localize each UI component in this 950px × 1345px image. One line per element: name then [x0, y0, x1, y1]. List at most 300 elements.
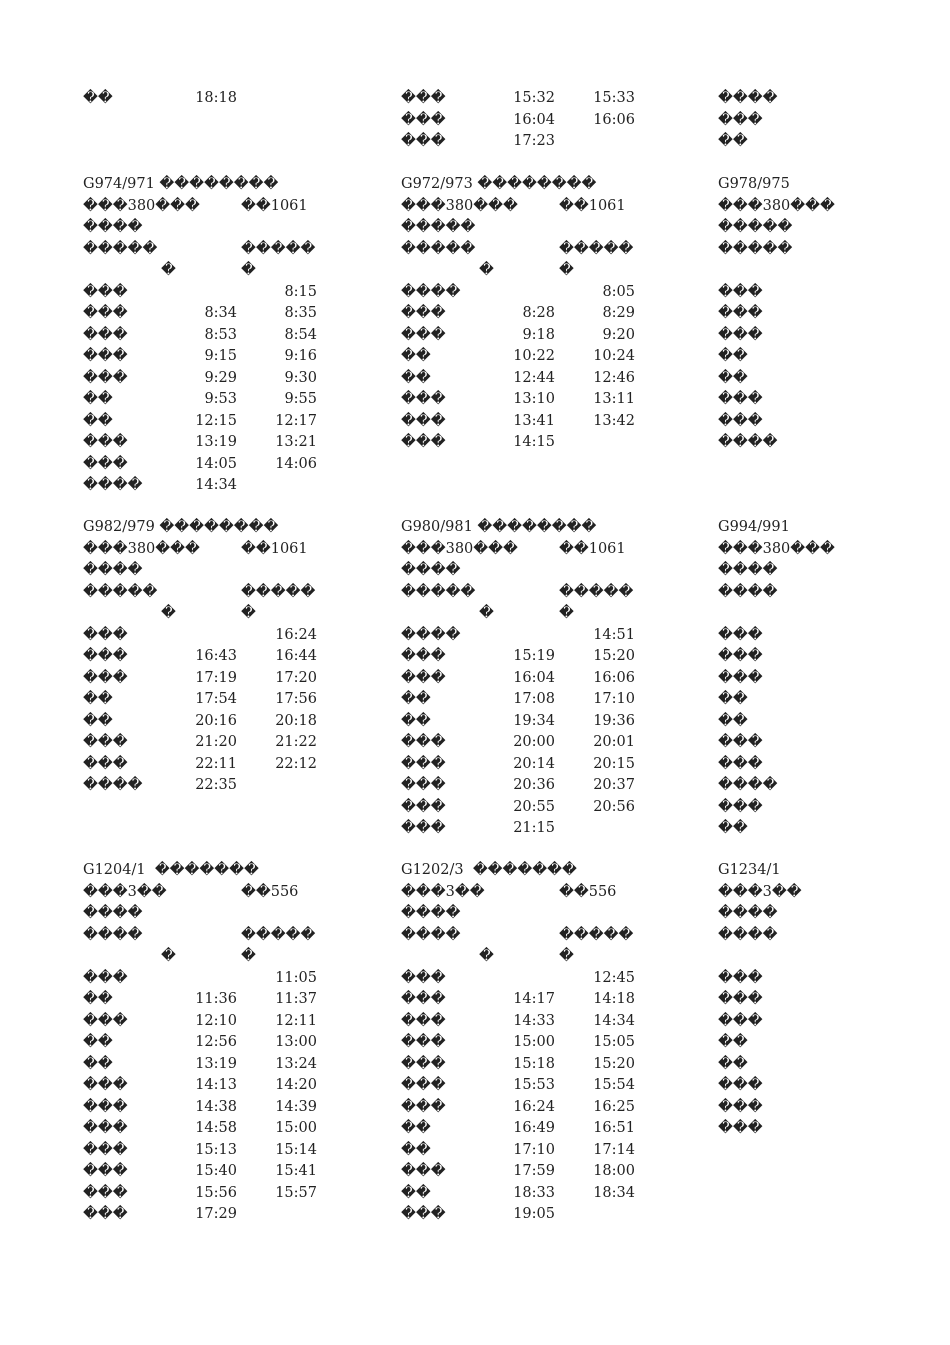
arrival-time: 14:38: [195, 1098, 237, 1115]
stop-row: [718, 797, 948, 819]
station-name: ��: [401, 712, 431, 729]
station-name: ��: [718, 369, 748, 386]
arrival-time: 19:34: [513, 712, 555, 729]
train-title: G980/981 ��������: [401, 519, 597, 535]
station-name: ���: [401, 820, 446, 836]
station-name: ���: [401, 434, 446, 450]
stop-row: [401, 668, 635, 690]
departure-time: 14:51: [593, 626, 635, 643]
stop-row: [83, 411, 317, 433]
train-note: ����: [83, 562, 143, 578]
stop-row: [83, 454, 317, 476]
stop-row: [401, 989, 635, 1011]
column-header-time: �����: [559, 583, 634, 600]
train-model: ���380���: [718, 540, 835, 557]
departure-time: 17:20: [275, 669, 317, 686]
station-name: ���: [401, 1055, 446, 1072]
arrival-time: 15:13: [195, 1141, 237, 1158]
departure-time: 20:01: [593, 734, 635, 750]
departure-time: 12:11: [275, 1012, 317, 1029]
stop-row: [718, 1032, 948, 1054]
train-note: ����: [83, 219, 143, 235]
stop-row: [718, 1075, 948, 1097]
arrival-time: 18:33: [513, 1184, 555, 1201]
departure-time: 21:22: [275, 734, 317, 750]
column-header-station: �����: [83, 240, 158, 257]
arrival-time: 20:14: [513, 755, 555, 772]
arrival-time: 12:10: [195, 1012, 237, 1029]
station-name: ���: [718, 1012, 763, 1029]
departure-time: 9:20: [602, 326, 635, 343]
column-header-line: [401, 239, 634, 261]
station-name: ���: [83, 369, 128, 386]
station-name: ���: [401, 412, 446, 429]
stop-row: [401, 88, 635, 110]
train-capacity: ��1061: [559, 540, 626, 557]
station-name: ���: [401, 1077, 446, 1093]
stop-row: [401, 646, 635, 668]
train-capacity: ��556: [241, 883, 299, 900]
departure-time: 16:25: [593, 1098, 635, 1115]
column-header-line: [83, 239, 316, 261]
departure-time: 12:46: [593, 369, 635, 386]
station-name: ��: [401, 1184, 431, 1201]
stop-row: [83, 368, 317, 390]
stop-row: [401, 282, 635, 304]
stop-row: [718, 775, 948, 797]
station-name: ���: [83, 283, 128, 300]
station-name: ��: [718, 133, 748, 149]
arrival-time: 10:22: [513, 348, 555, 364]
station-name: ���: [401, 305, 446, 321]
arrival-time: 15:00: [513, 1034, 555, 1050]
arrival-time: 14:33: [513, 1012, 555, 1029]
stop-row: [83, 625, 317, 647]
station-name: ���: [83, 348, 128, 364]
departure-time: 15:41: [275, 1163, 317, 1179]
station-name: ��: [401, 1141, 431, 1158]
stop-row: [83, 1118, 317, 1140]
station-name: ���: [718, 1077, 763, 1093]
station-name: ���: [401, 648, 446, 664]
arrival-time: 14:15: [513, 434, 555, 450]
departure-time: 15:14: [275, 1141, 317, 1158]
stop-row: [83, 689, 317, 711]
stop-row: [83, 1075, 317, 1097]
station-name: ���: [83, 648, 128, 664]
station-name: ���: [401, 391, 446, 407]
column-header-station: ����: [718, 583, 778, 600]
station-name: ���: [718, 305, 763, 321]
stop-row: [718, 325, 948, 347]
arrival-time: 15:18: [513, 1055, 555, 1072]
station-name: ���: [401, 90, 446, 106]
train-model: ���3��: [718, 883, 802, 900]
arrival-time: 15:32: [513, 90, 555, 106]
stop-row: [83, 1054, 317, 1076]
column-header-station: �����: [718, 240, 793, 257]
column-header-line: [83, 582, 316, 604]
stop-row: [401, 1161, 635, 1183]
stop-row: [718, 754, 948, 776]
departure-time: 15:57: [275, 1184, 317, 1201]
station-name: ���: [83, 1206, 128, 1222]
stop-row: [83, 432, 317, 454]
column-header-marks: [718, 260, 948, 282]
train-note: ����: [718, 562, 778, 578]
header-mark: �: [241, 948, 256, 964]
stop-row: [401, 711, 635, 733]
stop-row: [83, 968, 317, 990]
station-name: ��: [718, 712, 748, 729]
departure-time: 20:15: [593, 755, 635, 772]
train-capacity: ��556: [559, 883, 617, 900]
departure-time: 20:56: [593, 798, 635, 815]
station-name: ���: [83, 755, 128, 772]
stop-row: [83, 668, 317, 690]
arrival-time: 13:19: [195, 1055, 237, 1072]
departure-time: 8:15: [284, 283, 317, 300]
departure-time: 14:06: [275, 455, 317, 472]
stop-row: [401, 131, 631, 153]
arrival-time: 17:54: [195, 691, 237, 707]
station-name: ����: [83, 777, 143, 793]
arrival-time: 9:53: [204, 391, 237, 407]
stop-row: [401, 754, 635, 776]
station-name: ���: [83, 1120, 128, 1136]
train-model-line: [401, 196, 631, 218]
station-name: ����: [718, 777, 778, 793]
departure-time: 22:12: [275, 755, 317, 772]
departure-time: 17:14: [593, 1141, 635, 1158]
column-header-station: ����: [83, 926, 143, 943]
station-name: ���: [83, 1098, 128, 1115]
header-mark: �: [559, 605, 574, 621]
station-name: ��: [83, 1055, 113, 1072]
stop-row: [401, 968, 635, 990]
arrival-time: 20:55: [513, 798, 555, 815]
arrival-time: 15:56: [195, 1184, 237, 1201]
departure-time: 11:37: [275, 991, 317, 1007]
station-name: ���: [718, 283, 763, 300]
arrival-time: 20:36: [513, 777, 555, 793]
station-name: ��: [401, 1120, 431, 1136]
train-capacity: ��1061: [241, 540, 308, 557]
header-mark: �: [479, 605, 494, 621]
column-header-line: [401, 925, 634, 947]
train-model: ���3��: [83, 883, 167, 900]
station-name: ��: [83, 991, 113, 1007]
arrival-time: 13:10: [513, 391, 555, 407]
arrival-time: 12:15: [195, 412, 237, 429]
column-header-time: �����: [241, 583, 316, 600]
train-model: ���3��: [401, 883, 485, 900]
departure-time: 9:16: [284, 348, 317, 364]
station-name: ����: [718, 434, 778, 450]
station-name: ���: [718, 626, 763, 643]
column-header-marks: [83, 603, 313, 625]
column-header-marks: [401, 603, 631, 625]
arrival-time: 14:17: [513, 991, 555, 1007]
station-name: ���: [401, 133, 446, 149]
station-name: ���: [718, 326, 763, 343]
stop-row: [718, 303, 948, 325]
train-capacity: ��1061: [241, 197, 308, 214]
column-header-line: [401, 582, 634, 604]
arrival-time: 17:08: [513, 691, 555, 707]
stop-row: [718, 1011, 948, 1033]
stop-row: [718, 668, 948, 690]
train-model-line: [718, 882, 948, 904]
stop-row: [401, 818, 631, 840]
arrival-time: 17:29: [195, 1206, 237, 1222]
station-name: ��: [718, 1034, 748, 1050]
stop-row: [718, 732, 948, 754]
stop-row: [718, 411, 948, 433]
station-name: ��: [718, 1055, 748, 1072]
train-model-line: [718, 196, 948, 218]
station-name: ��: [401, 369, 431, 386]
train-note: �����: [401, 219, 476, 235]
arrival-time: 8:28: [522, 305, 555, 321]
departure-time: 15:00: [275, 1120, 317, 1136]
stop-row: [83, 325, 317, 347]
departure-time: 18:00: [593, 1163, 635, 1179]
column-header-station: �����: [401, 583, 476, 600]
station-name: ����: [401, 283, 461, 300]
train-model: ���380���: [718, 197, 835, 214]
arrival-time: 17:59: [513, 1163, 555, 1179]
stop-row: [718, 989, 948, 1011]
train-title: G978/975: [718, 176, 790, 192]
stop-row: [83, 646, 317, 668]
station-name: ���: [83, 734, 128, 750]
departure-time: 20:37: [593, 777, 635, 793]
station-name: ��: [718, 691, 748, 707]
train-title: G974/971 ��������: [83, 176, 279, 192]
train-capacity: ��1061: [559, 197, 626, 214]
station-name: ��: [401, 348, 431, 364]
station-name: ���: [718, 755, 763, 772]
arrival-time: 16:24: [513, 1098, 555, 1115]
departure-time: 18:34: [593, 1184, 635, 1201]
departure-time: 13:00: [275, 1034, 317, 1050]
stop-row: [401, 1097, 635, 1119]
station-name: ���: [401, 1012, 446, 1029]
station-name: ����: [401, 626, 461, 643]
train-note: ����: [718, 905, 778, 921]
arrival-time: 16:43: [195, 648, 237, 664]
header-mark: �: [161, 948, 176, 964]
station-name: ��: [83, 1034, 113, 1050]
train-model-line: [83, 882, 313, 904]
station-name: ���: [718, 1098, 763, 1115]
departure-time: 15:33: [593, 90, 635, 106]
stop-row: [401, 1032, 635, 1054]
station-name: ��: [83, 90, 113, 106]
stop-row: [401, 346, 635, 368]
arrival-time: 18:18: [195, 90, 237, 106]
arrival-time: 15:19: [513, 648, 555, 664]
stop-row: [718, 689, 948, 711]
stop-row: [83, 1032, 317, 1054]
column-header-time: �����: [559, 926, 634, 943]
column-header-marks: [401, 260, 631, 282]
departure-time: 14:20: [275, 1077, 317, 1093]
stop-row: [401, 1075, 635, 1097]
arrival-time: 9:18: [522, 326, 555, 343]
stop-row: [718, 818, 948, 840]
arrival-time: 19:05: [513, 1206, 555, 1222]
station-name: ���: [401, 1098, 446, 1115]
column-header-line: [718, 239, 948, 261]
arrival-time: 21:20: [195, 734, 237, 750]
station-name: ���: [83, 969, 128, 986]
station-name: ���: [401, 1163, 446, 1179]
station-name: ���: [401, 969, 446, 986]
column-header-line: [718, 582, 948, 604]
arrival-time: 16:49: [513, 1120, 555, 1136]
departure-time: 19:36: [593, 712, 635, 729]
stop-row: [718, 968, 948, 990]
station-name: ���: [83, 1163, 128, 1179]
column-header-marks: [718, 946, 948, 968]
arrival-time: 8:53: [204, 326, 237, 343]
column-header-time: �����: [559, 240, 634, 257]
station-name: ���: [83, 305, 128, 321]
column-header-station: ����: [401, 926, 461, 943]
station-name: ���: [718, 734, 763, 750]
stop-row: [718, 88, 948, 110]
train-model-line: [401, 539, 631, 561]
arrival-time: 14:34: [195, 477, 237, 493]
station-name: ��: [718, 820, 748, 836]
stop-row: [718, 368, 948, 390]
station-name: ���: [83, 669, 128, 686]
departure-time: 20:18: [275, 712, 317, 729]
departure-time: 15:54: [593, 1077, 635, 1093]
departure-time: 17:10: [593, 691, 635, 707]
stop-row: [401, 325, 635, 347]
arrival-time: 17:19: [195, 669, 237, 686]
departure-time: 14:39: [275, 1098, 317, 1115]
train-title: G1204/1 �������: [83, 862, 259, 878]
train-model-line: [718, 539, 948, 561]
train-model-line: [83, 539, 313, 561]
station-name: ���: [718, 412, 763, 429]
arrival-time: 11:36: [195, 991, 237, 1007]
train-title: G994/991: [718, 519, 790, 535]
departure-time: 15:20: [593, 1055, 635, 1072]
departure-time: 13:21: [275, 434, 317, 450]
stop-row: [83, 282, 317, 304]
station-name: ���: [83, 434, 128, 450]
station-name: ��: [83, 391, 113, 407]
stop-row: [401, 411, 635, 433]
arrival-time: 20:00: [513, 734, 555, 750]
arrival-time: 22:11: [195, 755, 237, 772]
departure-time: 8:35: [284, 305, 317, 321]
stop-row: [83, 1097, 317, 1119]
train-note: ����: [83, 905, 143, 921]
arrival-time: 15:53: [513, 1077, 555, 1093]
train-model: ���380���: [401, 197, 518, 214]
column-header-marks: [83, 946, 313, 968]
station-name: ���: [83, 326, 128, 343]
departure-time: 16:51: [593, 1120, 635, 1136]
stop-row: [401, 389, 635, 411]
column-header-station: ����: [718, 926, 778, 943]
station-name: ���: [718, 648, 763, 664]
arrival-time: 12:44: [513, 369, 555, 386]
arrival-time: 13:19: [195, 434, 237, 450]
departure-time: 9:30: [284, 369, 317, 386]
stop-row: [83, 88, 313, 110]
station-name: ���: [401, 777, 446, 793]
stop-row: [401, 1118, 635, 1140]
stop-row: [718, 711, 948, 733]
stop-row: [83, 389, 317, 411]
stop-row: [718, 282, 948, 304]
departure-time: 11:05: [275, 969, 317, 986]
station-name: ���: [83, 1141, 128, 1158]
stop-row: [718, 1118, 948, 1140]
departure-time: 9:55: [284, 391, 317, 407]
stop-row: [83, 711, 317, 733]
arrival-time: 16:04: [513, 111, 555, 128]
departure-time: 16:06: [593, 111, 635, 128]
train-model-line: [83, 196, 313, 218]
stop-row: [718, 625, 948, 647]
stop-row: [83, 775, 313, 797]
stop-row: [83, 1183, 317, 1205]
arrival-time: 8:34: [204, 305, 237, 321]
arrival-time: 14:58: [195, 1120, 237, 1136]
train-title: G1234/1: [718, 862, 781, 878]
train-note: ����: [401, 905, 461, 921]
header-mark: �: [479, 262, 494, 278]
header-mark: �: [161, 262, 176, 278]
stop-row: [83, 1204, 313, 1226]
departure-time: 16:06: [593, 669, 635, 686]
arrival-time: 17:23: [513, 133, 555, 149]
arrival-time: 22:35: [195, 777, 237, 793]
station-name: ��: [83, 691, 113, 707]
column-header-marks: [718, 603, 948, 625]
departure-time: 14:18: [593, 991, 635, 1007]
header-mark: �: [161, 605, 176, 621]
station-name: ���: [401, 669, 446, 686]
stop-row: [83, 754, 317, 776]
arrival-time: 9:29: [204, 369, 237, 386]
train-note: �����: [718, 219, 793, 235]
arrival-time: 14:05: [195, 455, 237, 472]
train-title: G1202/3 �������: [401, 862, 577, 878]
header-mark: �: [241, 262, 256, 278]
arrival-time: 14:13: [195, 1077, 237, 1093]
column-header-station: �����: [401, 240, 476, 257]
station-name: ���: [718, 391, 763, 407]
station-name: ���: [718, 1120, 763, 1136]
station-name: ���: [718, 798, 763, 815]
arrival-time: 21:15: [513, 820, 555, 836]
station-name: ���: [718, 991, 763, 1007]
stop-row: [401, 1140, 635, 1162]
header-mark: �: [559, 262, 574, 278]
station-name: ���: [83, 1012, 128, 1029]
train-model-line: [401, 882, 631, 904]
departure-time: 14:34: [593, 1012, 635, 1029]
